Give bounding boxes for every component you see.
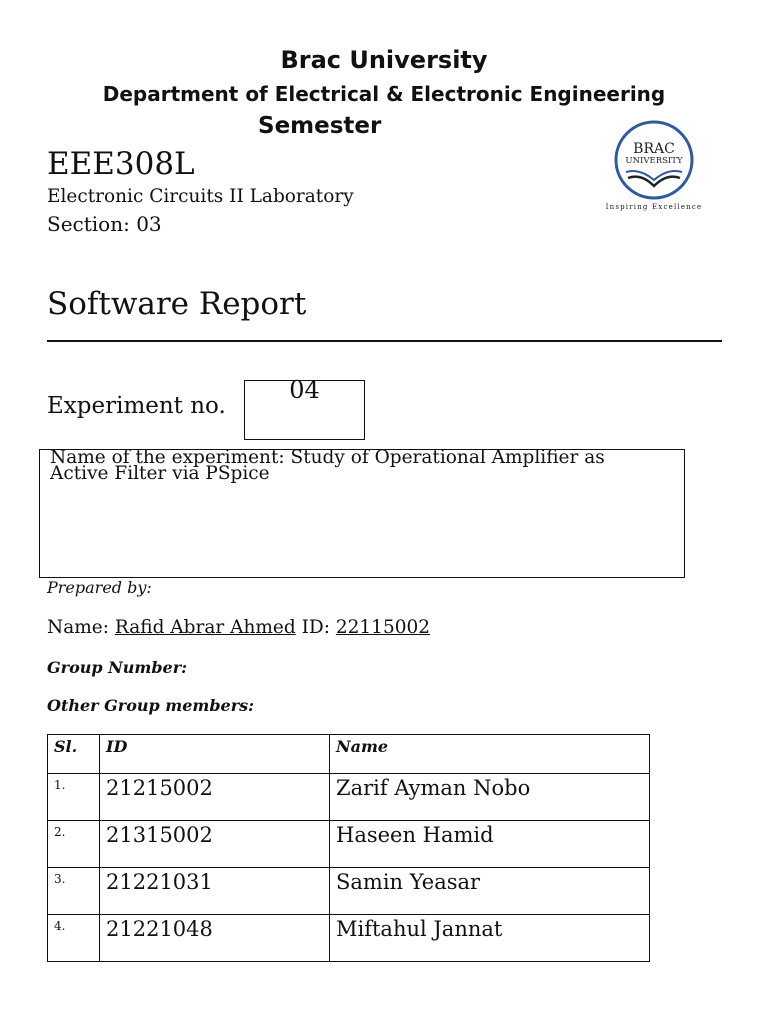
row-id: 21215002 <box>100 774 330 821</box>
university-name: Brac University <box>280 46 488 74</box>
header-sl: Sl. <box>48 735 100 774</box>
group-number-label: Group Number: <box>47 658 188 677</box>
header-name: Name <box>330 735 650 774</box>
experiment-name-line-1: Name of the experiment: Study of Operational Amplifier as <box>50 447 605 468</box>
experiment-number: 04 <box>289 376 320 404</box>
department-name: Department of Electrical & Electronic Engineering <box>102 82 666 106</box>
row-name: Miftahul Jannat <box>330 915 650 962</box>
row-id: 21221031 <box>100 868 330 915</box>
row-sl: 3. <box>48 868 100 915</box>
table-row <box>48 868 650 915</box>
student-id: 22115002 <box>335 617 431 638</box>
prepared-by-label: Prepared by: <box>47 578 152 597</box>
row-sl: 1. <box>48 774 100 821</box>
row-sl: 4. <box>48 915 100 962</box>
table-header-row <box>48 735 650 774</box>
row-name: Zarif Ayman Nobo <box>330 774 650 821</box>
logo-tagline: Inspiring Excellence <box>605 203 703 211</box>
row-id: 21315002 <box>100 821 330 868</box>
experiment-name-line-2: Active Filter via PSpice <box>50 463 270 484</box>
title-divider <box>47 340 722 342</box>
table-row <box>48 774 650 821</box>
row-sl: 2. <box>48 821 100 868</box>
table-row <box>48 915 650 962</box>
experiment-label: Experiment no. <box>47 393 226 419</box>
course-name: Electronic Circuits II Laboratory <box>47 186 354 207</box>
row-id: 21221048 <box>100 915 330 962</box>
logo-brac-text: BRAC <box>633 141 675 157</box>
student-info <box>47 617 430 638</box>
brac-university-logo <box>596 120 712 214</box>
name-label: Name: <box>47 617 109 638</box>
table-row <box>48 821 650 868</box>
other-members-label: Other Group members: <box>47 696 255 715</box>
report-title: Software Report <box>47 286 307 322</box>
student-name: Rafid Abrar Ahmed <box>114 617 296 638</box>
logo-university-text: UNIVERSITY <box>625 156 683 166</box>
course-code: EEE308L <box>47 146 195 182</box>
experiment-name <box>50 447 650 484</box>
id-label: ID: <box>301 617 330 638</box>
row-name: Haseen Hamid <box>330 821 650 868</box>
header-id: ID <box>100 735 330 774</box>
row-name: Samin Yeasar <box>330 868 650 915</box>
members-table <box>47 734 650 962</box>
course-section: Section: 03 <box>47 212 162 236</box>
semester-label: Semester <box>258 113 382 139</box>
